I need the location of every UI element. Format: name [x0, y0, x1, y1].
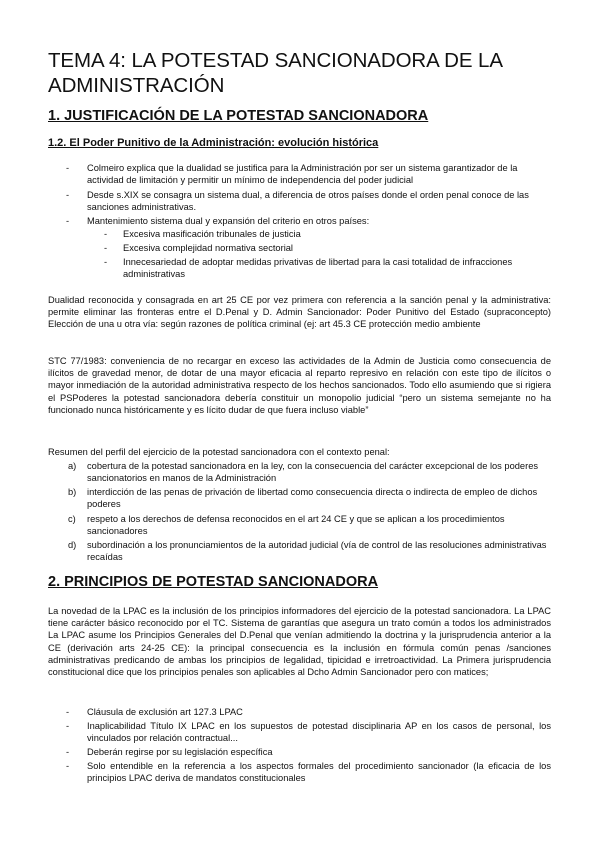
bullet-dash: -: [104, 243, 108, 253]
list-marker: d): [68, 540, 77, 550]
bullet-dash: -: [66, 190, 70, 200]
bullet-text: Inaplicabilidad Título IX LPAC en los supuestos de potestad disciplinaria AP en los casos de personal, los vinculados por relación contractual...: [87, 721, 551, 744]
bullet-text: Mantenimiento sistema dual y expansión del criterio en otros países:: [87, 216, 370, 226]
list-marker: b): [68, 487, 77, 497]
bullet-dash: -: [104, 229, 108, 239]
subbullet-text: Excesiva masificación tribunales de justicia: [123, 229, 301, 239]
paragraph-lpac: La novedad de la LPAC es la inclusión de los principios informadores del ejercicio de la potestad sancionadora. La LPAC tiene carácter básico reconocido por el TC. Sistema de garantías que asegura un trato común a todos los administrados La LPAC asume los Principios Generales del D.Penal que venían admitiendo la doctrina y la jurisprudencia anterior a la CE (derivación arts 24-25 CE): la principal consecuencia es la inclusión en fórmula común penas /sanciones administrativas predicando de ambas los principios de legalidad, tipicidad e irretroactividad. La Primera jurisprudencia constitucional dice que los principios penales son aplicables al Dcho Admin Sancionador pero con matices;: [48, 606, 551, 678]
section-1-subheading: 1.2. El Poder Punitivo de la Administración: evolución histórica: [48, 137, 379, 149]
list-marker: c): [68, 514, 76, 524]
bullet-text: Desde s.XIX se consagra un sistema dual, a diferencia de otros países donde el orden penal conoce de las sanciones administrativas.: [87, 190, 529, 213]
bullet-dash: -: [104, 257, 108, 267]
bullet-dash: -: [66, 707, 70, 717]
subbullet-text: Innecesariedad de adoptar medidas privativas de libertad para la casi totalidad de infracciones administrativas: [123, 257, 513, 280]
section-1-heading: 1. JUSTIFICACIÓN DE LA POTESTAD SANCIONADORA: [48, 108, 429, 124]
bullet-dash: -: [66, 761, 70, 771]
subbullet-text: Excesiva complejidad normativa sectorial: [123, 243, 293, 253]
bullet-text: Deberán regirse por su legislación específica: [87, 747, 273, 757]
bullet-text: Colmeiro explica que la dualidad se justifica para la Administración por ser un sistema garantizador de la actividad de limitación y permitir un mínimo de independencia del poder judicial: [87, 163, 518, 186]
paragraph-stc: STC 77/1983: conveniencia de no recargar en exceso las actividades de la Admin de Justicia como consecuencia de ilícitos de gravedad menor, de dotar de una mayor eficacia al reparto represivo en relación con este tipo de ilícitos o mayor inmediación de la autoridad administrativa respecto de los hechos sancionados. Todo ello asumiendo que si rigiera el PSPoderes la potestad sancionadora debería constituir un monopolio judicial “pero un sistema semejante no ha funcionado nunca históricamente y es lícito dudar de que fuera incluso viable”: [48, 356, 551, 415]
list-marker: a): [68, 461, 77, 471]
section-2-heading: 2. PRINCIPIOS DE POTESTAD SANCIONADORA: [48, 574, 379, 590]
document-title: TEMA 4: LA POTESTAD SANCIONADORA DE LA ADMINISTRACIÓN: [48, 49, 502, 97]
paragraph-dualidad: Dualidad reconocida y consagrada en art 25 CE por vez primera con referencia a la sanción penal y la administrativa: permite eliminar las fronteras entre el D.Penal y D. Admin Sancionador: Poder Punitivo del Estado (supraconcepto) Elección de una u otra vía: según razones de política criminal (ej: art 45.3 CE protección medio ambiente: [48, 295, 551, 330]
summary-text: subordinación a los pronunciamientos de la autoridad judicial (vía de control de las resoluciones administrativas recaídas: [87, 540, 547, 563]
bullet-dash: -: [66, 216, 70, 226]
summary-intro: Resumen del perfil del ejercicio de la potestad sancionadora con el contexto penal:: [48, 447, 390, 457]
bullet-dash: -: [66, 721, 70, 731]
summary-text: interdicción de las penas de privación de libertad como consecuencia directa o indirecta de empleo de dichos poderes: [87, 487, 538, 510]
summary-text: respeto a los derechos de defensa reconocidos en el art 24 CE y que se aplican a los procedimientos sancionadores: [87, 514, 505, 537]
bullet-dash: -: [66, 163, 70, 173]
bullet-dash: -: [66, 747, 70, 757]
bullet-text: Cláusula de exclusión art 127.3 LPAC: [87, 707, 243, 717]
bullet-text: Solo entendible en la referencia a los aspectos formales del procedimiento sancionador (la eficacia de los principios LPAC deriva de mandatos constitucionales: [87, 761, 551, 784]
summary-text: cobertura de la potestad sancionadora en la ley, con la consecuencia del carácter excepcional de los poderes sancionatorios en manos de la Administración: [87, 461, 539, 484]
